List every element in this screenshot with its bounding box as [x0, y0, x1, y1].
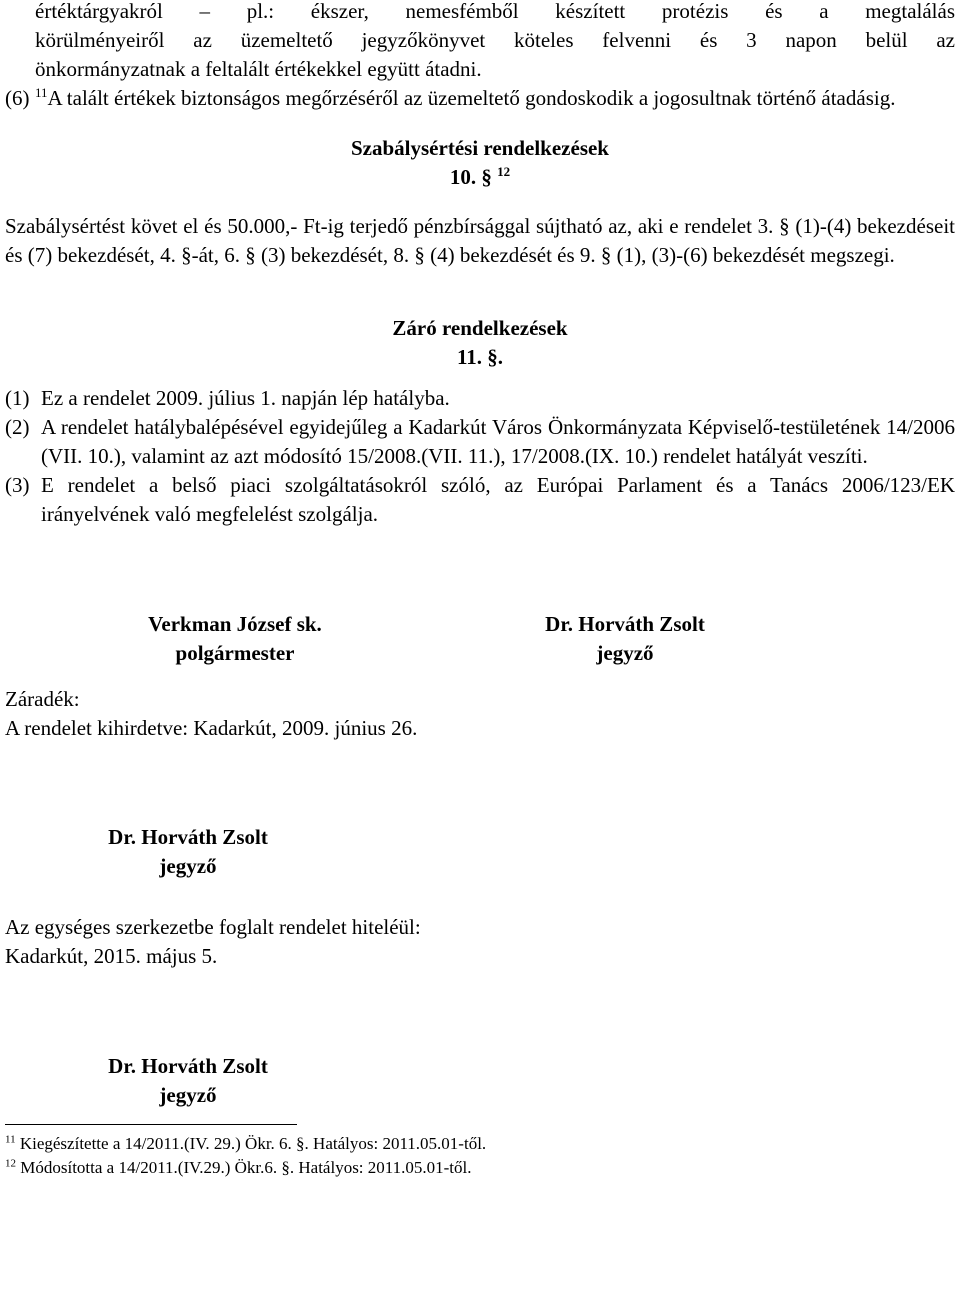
clause-text: A rendelet kihirdetve: Kadarkút, 2009. június 26. [5, 716, 418, 740]
signer-role: jegyző [159, 1083, 217, 1107]
paragraph-line: körülményeiről az üzemeltető jegyzőkönyvet köteles felvenni és 3 napon belül az [35, 28, 955, 52]
clause [5, 685, 955, 743]
signer-name: Dr. Horváth Zsolt [108, 1054, 268, 1078]
consolidation-line: Az egységes szerkezetbe foglalt rendelet hiteléül: [5, 915, 421, 939]
consolidation-line: Kadarkút, 2015. május 5. [5, 944, 218, 968]
consolidation-signature [35, 1052, 341, 1110]
paragraph-number: (6) [5, 86, 30, 110]
signature-notary [455, 610, 795, 668]
footnotes [5, 1132, 955, 1180]
paragraph-line: értéktárgyakról – pl.: ékszer, nemesfémből készített protézis és a megtalálás [35, 0, 955, 23]
article-number: 10. § $^{12}$ [449, 164, 511, 189]
footnote-ref: 11 [35, 85, 48, 100]
footnote [5, 1132, 955, 1156]
section-heading: Záró rendelkezések [392, 316, 568, 340]
document-page [5, 0, 955, 1180]
signer-name: Verkman József sk. [148, 612, 322, 636]
footnote-number: 12 [5, 1157, 16, 1170]
article-number: 11. §. [456, 345, 504, 369]
item-number: (1) [5, 386, 30, 410]
item-text: A rendelet hatálybalépésével egyidejűleg a Kadarkút Város Önkormányzata Képviselő-testületének 14/2006 (VII. 10.), valamint az azt módosító 15/2008.(VII. 11.), 17/2008.(IX. 10.) rendelet hatályát veszíti. [41, 415, 955, 468]
final-provisions-list [5, 384, 955, 529]
footnote-number: 11 [5, 1133, 16, 1146]
clause-signature [35, 823, 341, 881]
footnote-ref: 12 [497, 164, 511, 179]
continued-paragraph [5, 0, 955, 84]
signer-role: polgármester [175, 641, 295, 665]
list-item [5, 413, 955, 471]
item-number: (3) [5, 473, 30, 497]
article-text: Szabálysértést követ el és 50.000,- Ft-ig terjedő pénzbírsággal sújtható az, aki e rendelet 3. § (1)-(4) bekezdéseit és (7) bekezdését, 4. §-át, 6. § (3) bekezdését, 8. § (4) bekezdését és 9. § (1), (3)-(6) bekezdését megszegi. [5, 214, 955, 267]
list-item [5, 384, 955, 413]
paragraph-text: A talált értékek biztonságos megőrzéséről az üzemeltető gondoskodik a jogosultnak történő átadásig. [47, 86, 896, 110]
footnote-separator [5, 1124, 297, 1125]
signature-mayor [29, 610, 441, 668]
signer-name: Dr. Horváth Zsolt [108, 825, 268, 849]
signer-name: Dr. Horváth Zsolt [545, 612, 705, 636]
signer-role: jegyző [159, 854, 217, 878]
signature-row [5, 610, 955, 668]
paragraph-6 [5, 84, 955, 113]
signer-role: jegyző [596, 641, 654, 665]
footnote-text: Módosította a 14/2011.(IV.29.) Ökr.6. §. Hatályos: 2011.05.01-től. [20, 1158, 472, 1177]
item-text: E rendelet a belső piaci szolgáltatásokról szóló, az Európai Parlament és a Tanács 2006/123/EK irányelvének való megfelelést szolgálja. [41, 473, 955, 526]
paragraph-line: önkormányzatnak a feltalált értékekkel együtt átadni. [35, 57, 482, 81]
item-text: Ez a rendelet 2009. július 1. napján lép hatályba. [41, 386, 450, 410]
consolidation-note [5, 913, 955, 971]
item-number: (2) [5, 415, 30, 439]
clause-label: Záradék: [5, 687, 80, 711]
list-item [5, 471, 955, 529]
footnote [5, 1156, 955, 1180]
section-heading: Szabálysértési rendelkezések [351, 136, 609, 160]
footnote-text: Kiegészítette a 14/2011.(IV. 29.) Ökr. 6. §. Hatályos: 2011.05.01-től. [19, 1134, 487, 1153]
